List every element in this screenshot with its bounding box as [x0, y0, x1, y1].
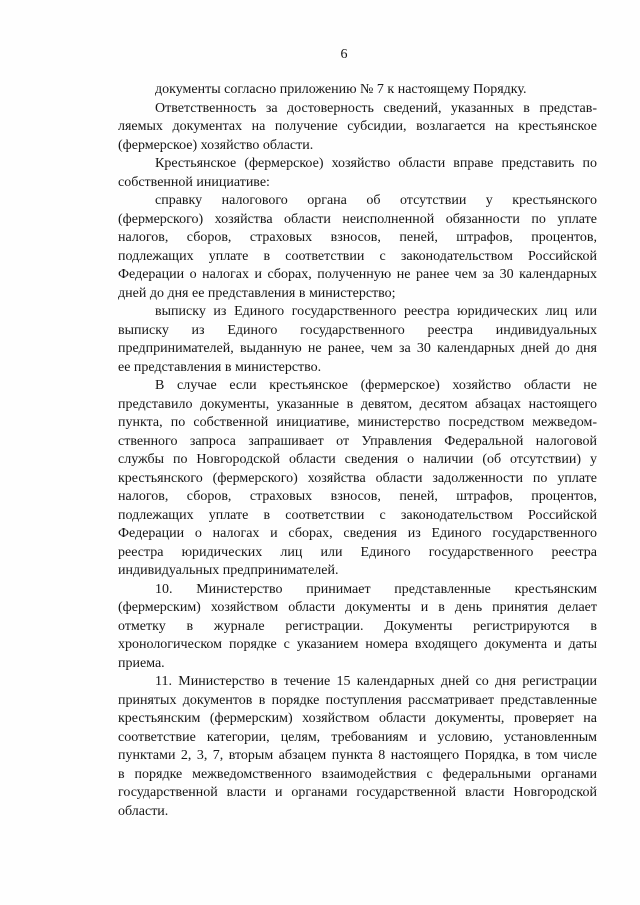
paragraph-line: В случае если крестьянское (фермерское) хозяйство области не: [155, 378, 597, 393]
paragraph-line: крестьянским (фермерским) хозяйством области документы, проверяет на: [118, 711, 597, 726]
paragraph-responsibility: [118, 100, 597, 156]
paragraph-line: индивидуальных предпринимателей.: [118, 563, 339, 578]
paragraph-line: подлежащих уплате в соответствии с законодательством Российской: [118, 507, 597, 523]
paragraph-line: представило документы, указанные в девятом, десятом абзацах настоящего: [118, 396, 597, 412]
paragraph-line: хронологическом порядке с указанием номера входящего документа и даты: [118, 637, 597, 652]
paragraph-own-initiative: [118, 155, 597, 192]
paragraph-line: в порядке межведомственного взаимодействия с федеральными органами: [118, 766, 597, 782]
paragraph-line: (фермерского) хозяйства области неисполненной обязанности по уплате: [118, 211, 597, 227]
paragraph-line: реестра юридических лиц или Единого государственного реестра: [118, 544, 597, 560]
paragraph-line: предпринимателей, выданную не ранее, чем за 30 календарных дней до дня: [118, 341, 597, 356]
paragraph-line: 11. Министерство в течение 15 календарных дней со дня регистрации: [155, 674, 597, 689]
paragraph-line: налогов, сборов, страховых взносов, пеней, штрафов, процентов,: [118, 489, 597, 504]
paragraph-line: справку налогового органа об отсутствии у крестьянского: [155, 193, 597, 208]
paragraph-line: Федерации о налогах и сборах, полученную не ранее чем за 30 календарных: [118, 267, 597, 282]
paragraph-line: выписку из Единого государственного реестра юридических лиц или: [155, 304, 597, 319]
paragraph-line: пункта, по собственной инициативе, министерство посредством межведом-: [118, 415, 597, 430]
paragraph-appendix-documents: [118, 81, 597, 100]
paragraph-tax-certificate: [118, 192, 597, 303]
paragraph-item-11: [118, 673, 597, 821]
paragraph-line: соответствие категории, целям, требованиям и условию, установленным: [118, 729, 597, 745]
paragraph-line: 10. Министерство принимает представленные крестьянским: [155, 581, 597, 597]
paragraph-line: (фермерское) хозяйство области.: [118, 137, 314, 153]
document-body: [118, 81, 597, 821]
paragraph-line: налогов, сборов, страховых взносов, пеней, штрафов, процентов,: [118, 230, 597, 245]
paragraph-line: собственной инициативе:: [118, 174, 270, 190]
paragraph-line: (фермерским) хозяйством области документы и в день принятия делает: [118, 600, 597, 615]
paragraph-item-10: [118, 581, 597, 674]
paragraph-line: Федерации о налогах и сборах, сведения из Единого государственного: [118, 526, 597, 541]
paragraph-line: ляемых документах на получение субсидии, возлагается на крестьянское: [118, 119, 597, 134]
paragraph-line: приема.: [118, 655, 165, 671]
page-number: 6: [340, 47, 348, 62]
paragraph-line: пунктами 2, 3, 7, вторым абзацем пункта 8 настоящего Порядка, в том числе: [118, 748, 597, 763]
paragraph-line: Крестьянское (фермерское) хозяйство области вправе представить по: [155, 156, 597, 171]
paragraph-line: ственного запроса запрашивает от Управления Федеральной налоговой: [118, 433, 597, 449]
paragraph-line: выписку из Единого государственного реестра индивидуальных: [118, 322, 597, 338]
paragraph-line: ее представления в министерство.: [118, 359, 322, 375]
paragraph-line: области.: [118, 803, 169, 819]
paragraph-line: службы по Новгородской области сведения о наличии (об отсутствии) у: [118, 452, 597, 467]
paragraph-registry-extract: [118, 303, 597, 377]
paragraph-line: документы согласно приложению № 7 к настоящему Порядку.: [155, 82, 527, 97]
paragraph-line: Ответственность за достоверность сведений, указанных в представ-: [155, 100, 597, 116]
paragraph-line: подлежащих уплате в соответствии с законодательством Российской: [118, 248, 597, 264]
paragraph-interagency-request: [118, 377, 597, 581]
paragraph-line: принятых документов в порядке поступления рассматривает представленные: [118, 692, 597, 708]
paragraph-line: государственной власти и органами государственной власти Новгородской: [118, 785, 597, 800]
paragraph-line: крестьянского (фермерского) хозяйства области задолженности по уплате: [118, 470, 597, 486]
paragraph-line: отметку в журнале регистрации. Документы регистрируются в: [118, 618, 597, 634]
paragraph-line: дней до дня ее представления в министерство;: [118, 285, 396, 301]
